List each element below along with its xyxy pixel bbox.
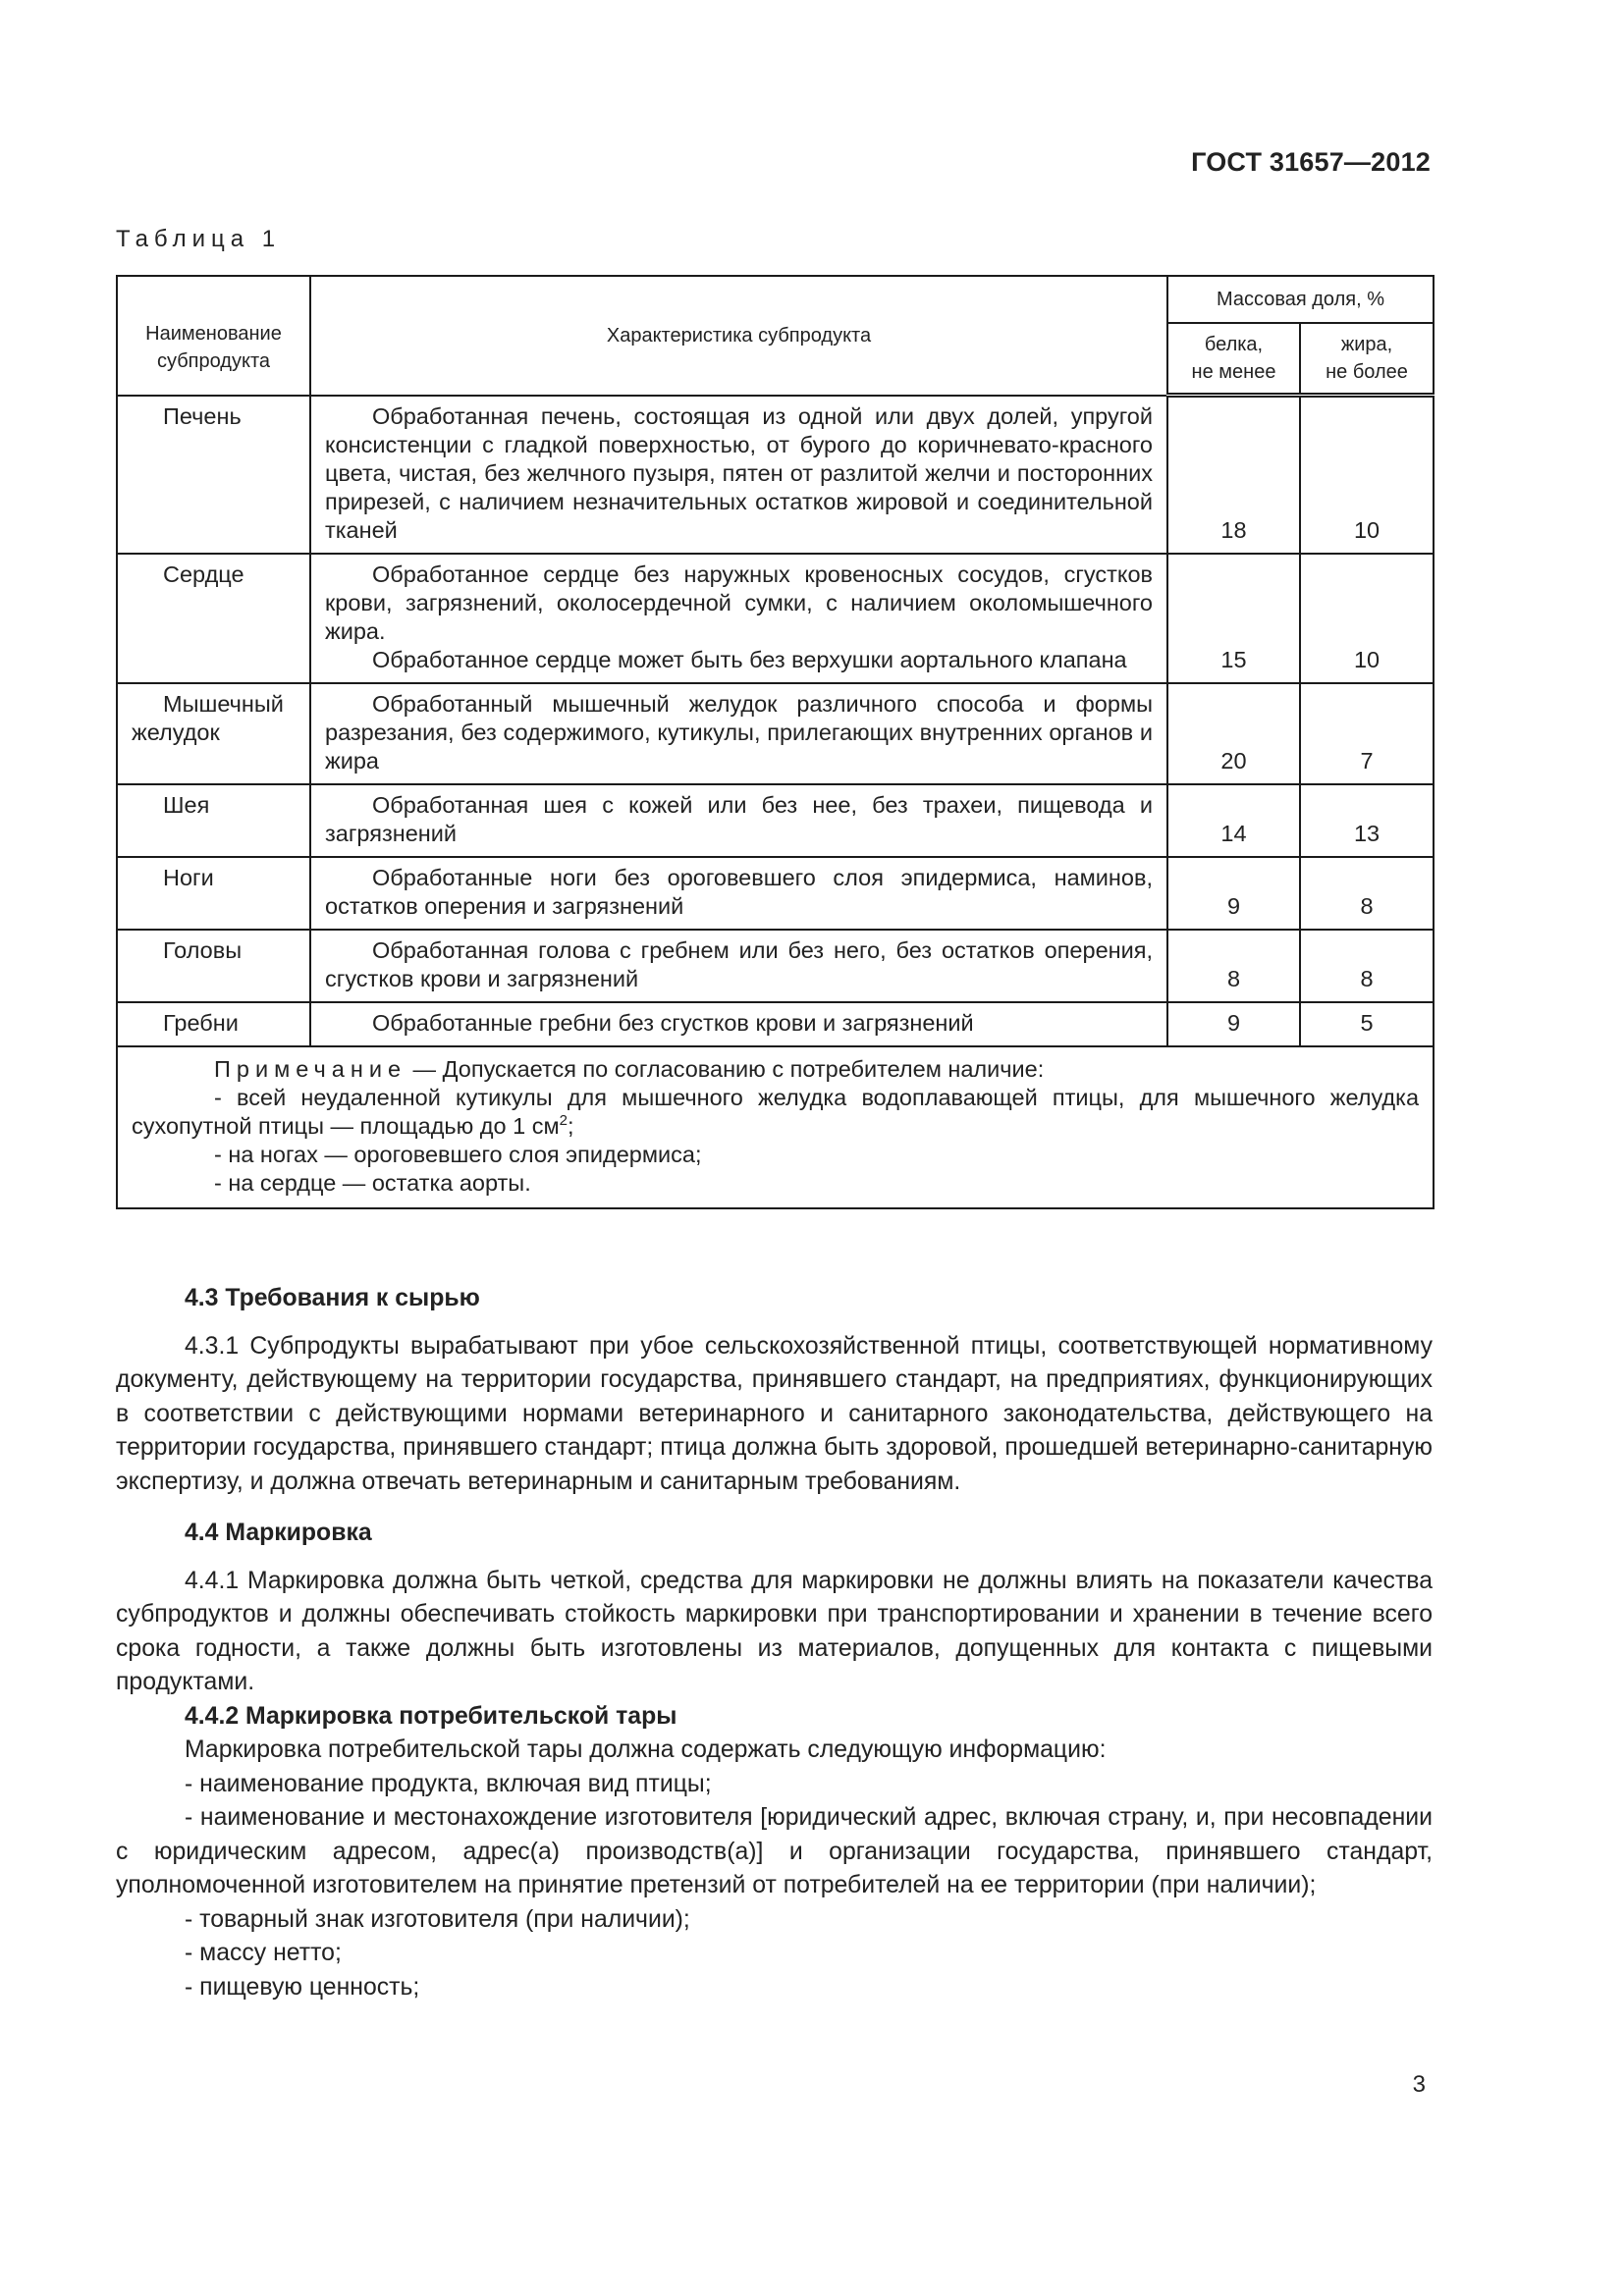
row-characteristic-text: Обработанное сердце без наружных кровеносных сосудов, сгустков крови, загрязнений, околосердечной сумки, с наличием околомышечного жира.: [325, 561, 1153, 644]
row-fat: 10: [1300, 396, 1434, 554]
row-fat: 8: [1300, 857, 1434, 930]
row-characteristic: [310, 857, 1167, 930]
header-protein: [1167, 323, 1300, 396]
header-fat-line2: не более: [1326, 361, 1408, 383]
row-protein: 15: [1167, 554, 1300, 683]
list-item: - товарный знак изготовителя (при наличии);: [185, 1905, 690, 1933]
row-protein: 18: [1167, 396, 1300, 554]
note-superscript: 2: [559, 1111, 568, 1129]
table-row: [117, 396, 1434, 554]
row-protein: 8: [1167, 930, 1300, 1002]
row-name: [117, 857, 310, 930]
row-characteristic: [310, 554, 1167, 683]
table-row: [117, 784, 1434, 857]
row-name-text: Шея: [163, 791, 210, 818]
row-fat: 13: [1300, 784, 1434, 857]
header-protein-line2: не менее: [1191, 361, 1276, 383]
row-protein: 9: [1167, 1002, 1300, 1046]
row-name-text: Гребни: [163, 1009, 239, 1036]
table-note: [117, 1046, 1434, 1208]
header-fat: [1300, 323, 1434, 396]
row-protein: 14: [1167, 784, 1300, 857]
table-row: [117, 554, 1434, 683]
row-characteristic: [310, 683, 1167, 784]
table-row: [117, 857, 1434, 930]
note-intro-text: — Допускается по согласованию с потребителем наличие:: [406, 1055, 1045, 1082]
row-name-text-2: желудок: [132, 719, 220, 745]
paragraph-4-3-1: 4.3.1 Субпродукты вырабатывают при убое сельскохозяйственной птицы, соответствующей нормативному документу, действующему на территории государства, принявшего стандарт, на предприятиях, функционирующих в соответствии с действующими нормами ветеринарного и санитарного законодательства, действующего на территории государства, принявшего стандарт; птица должна быть здоровой, прошедшей ветеринарно-санитарную экспертизу, и должна отвечать ветеринарным и санитарным требованиям.: [116, 1332, 1433, 1495]
note-item-3: - на сердце — остатка аорты.: [214, 1169, 531, 1196]
list-item: - пищевую ценность;: [185, 1973, 420, 2001]
row-name: [117, 930, 310, 1002]
note-item-1-end: ;: [567, 1112, 574, 1139]
row-characteristic-text: Обработанные гребни без сгустков крови и загрязнений: [372, 1009, 974, 1036]
row-characteristic-text: Обработанная печень, состоящая из одной или двух долей, упругой консистенции с гладкой поверхностью, от бурого до коричневато-красного цвета, чистая, без желчного пузыря, пятен от разлитой желчи и посторонних прирезей, с наличием незначительных остатков жировой и соединительной тканей: [325, 402, 1153, 543]
row-protein: 20: [1167, 683, 1300, 784]
table-note-row: [117, 1046, 1434, 1208]
section-heading-4-4: 4.4 Маркировка: [185, 1520, 372, 1546]
table-caption: Таблица 1: [116, 226, 282, 252]
row-name-text: Головы: [163, 936, 243, 963]
note-item-2: - на ногах — ороговевшего слоя эпидермиса;: [214, 1141, 702, 1167]
row-fat: 7: [1300, 683, 1434, 784]
table-offal-characteristics: [116, 275, 1435, 1209]
row-characteristic-text: Обработанные ноги без ороговевшего слоя эпидермиса, наминов, остатков оперения и загрязнений: [325, 864, 1153, 919]
header-protein-line1: белка,: [1204, 334, 1264, 355]
header-name: Наименование субпродукта: [117, 276, 310, 396]
note-intro: [132, 1055, 1419, 1084]
row-fat: 10: [1300, 554, 1434, 683]
section-heading-4-4-2: 4.4.2 Маркировка потребительской тары: [185, 1702, 677, 1730]
row-name: [117, 683, 310, 784]
row-fat: 8: [1300, 930, 1434, 1002]
note-label: Примечание: [214, 1055, 407, 1082]
row-name-text: Ноги: [163, 864, 214, 890]
row-name: [117, 554, 310, 683]
row-characteristic: [310, 396, 1167, 554]
section-heading-4-3: 4.3 Требования к сырью: [185, 1285, 480, 1311]
note-item-1: [132, 1084, 1419, 1141]
row-name: [117, 1002, 310, 1046]
standard-code: ГОСТ 31657—2012: [1191, 147, 1431, 177]
header-fat-line1: жира,: [1340, 334, 1393, 355]
row-characteristic: [310, 1002, 1167, 1046]
header-mass-fraction: Массовая доля, %: [1167, 276, 1434, 323]
page-number: 3: [1412, 2071, 1426, 2098]
row-fat: 5: [1300, 1002, 1434, 1046]
table-row: [117, 930, 1434, 1002]
row-characteristic: [310, 784, 1167, 857]
row-characteristic: [310, 930, 1167, 1002]
row-name: [117, 784, 310, 857]
row-protein: 9: [1167, 857, 1300, 930]
header-characteristic: Характеристика субпродукта: [310, 276, 1167, 396]
table-row: [117, 1002, 1434, 1046]
body-text: [116, 1268, 1433, 2004]
row-name-text: Печень: [163, 402, 242, 429]
list-item: - наименование и местонахождение изготовителя [юридический адрес, включая страну, и, при несовпадении с юридическим адресом, адрес(а) производств(а)] и организации государства, принявшего стандарт, уполномоченной изготовителем на принятие претензий от потребителей на ее территории (при наличии);: [116, 1804, 1433, 1898]
note-item-1-text: - всей неудаленной кутикулы для мышечного желудка водоплавающей птицы, для мышечного желудка сухопутной птицы — площадью до 1 см: [132, 1084, 1420, 1139]
row-characteristic-text: Обработанная шея с кожей или без нее, без трахеи, пищевода и загрязнений: [325, 791, 1153, 846]
paragraph-4-4-1: 4.4.1 Маркировка должна быть четкой, средства для маркировки не должны влиять на показатели качества субпродуктов и должны обеспечивать стойкость маркировки при транспортировании и хранении в течение всего срока годности, а также должны быть изготовлены из материалов, допущенных для контакта с пищевыми продуктами.: [116, 1567, 1433, 1695]
row-name-text: Мышечный: [163, 690, 284, 717]
list-item: - наименование продукта, включая вид птицы;: [185, 1770, 712, 1797]
row-name-text: Сердце: [163, 561, 244, 587]
row-characteristic-text: Обработанная голова с гребнем или без него, без остатков оперения, сгустков крови и загрязнений: [325, 936, 1153, 991]
table-row: [117, 683, 1434, 784]
row-characteristic-text-2: Обработанное сердце может быть без верхушки аортального клапана: [372, 646, 1127, 672]
row-characteristic-text: Обработанный мышечный желудок различного способа и формы разрезания, без содержимого, кутикулы, прилегающих внутренних органов и жира: [325, 690, 1153, 774]
row-name: [117, 396, 310, 554]
paragraph-4-4-2-intro: Маркировка потребительской тары должна содержать следующую информацию:: [185, 1736, 1107, 1763]
list-item: - массу нетто;: [185, 1940, 342, 1966]
table-header-row-1: [117, 276, 1434, 323]
